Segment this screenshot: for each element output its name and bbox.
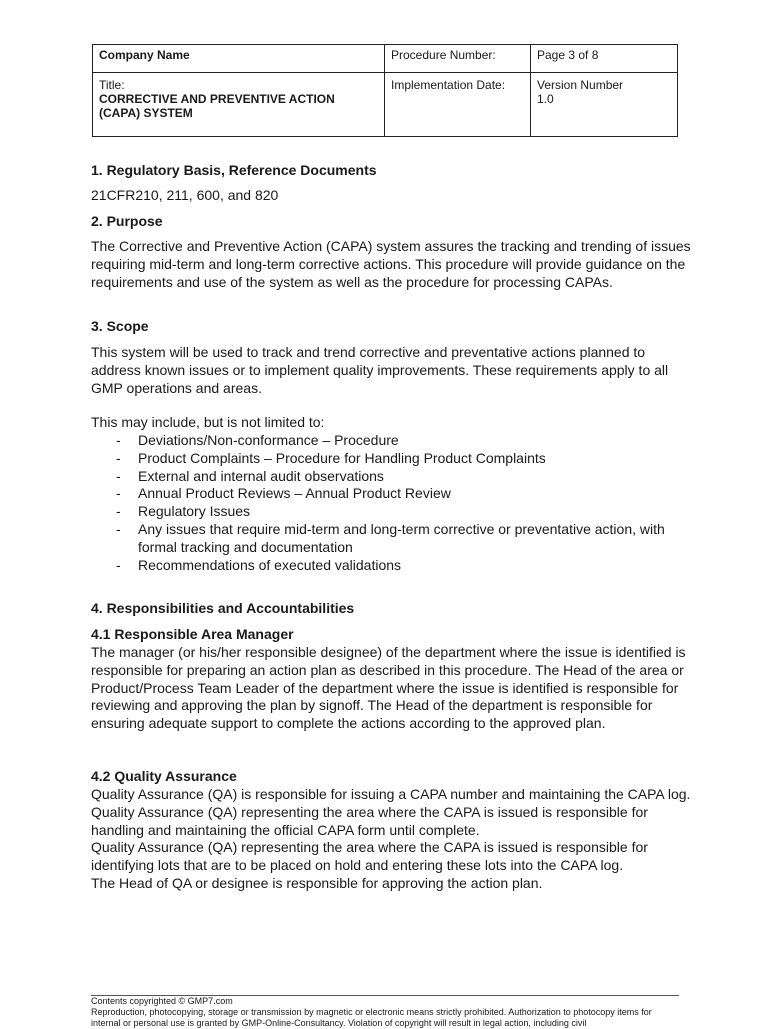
scope-list xyxy=(91,432,671,574)
section-3-heading: 3. Scope xyxy=(91,318,149,334)
version-value: 1.0 xyxy=(537,92,554,106)
section-3-text: This system will be used to track and trend corrective and preventative actions planned to address known issues or to implement quality improvements. These requirements apply to all GMP operations and areas. xyxy=(91,344,669,396)
qa-paragraph-3: Quality Assurance (QA) representing the area where the CAPA is issued is responsible for identifying lots that are to be placed on hold and entering these lots into the CAPA log. xyxy=(91,839,648,874)
implementation-date-label: Implementation Date: xyxy=(391,78,506,92)
section-4-1-text: The manager (or his/her responsible designee) of the department where the issue is identified is responsible for preparing an action plan as described in this procedure. The Head of the area or Product/Process Team Leader of the department where the issue is identified is responsible for reviewing and approving the plan by signoff. The Head of the department is responsible for ensuring adequate support to complete the actions according to the approved plan. xyxy=(91,644,686,732)
section-1-heading: 1. Regulatory Basis, Reference Documents xyxy=(91,162,377,178)
title-label: Title: xyxy=(99,78,125,92)
section-3-intro: This may include, but is not limited to: xyxy=(91,414,325,430)
list-item: - Regulatory Issues xyxy=(91,503,671,521)
qa-paragraph-2: Quality Assurance (QA) representing the area where the CAPA is issued is responsible for handling and maintaining the official CAPA form until complete. xyxy=(91,803,648,838)
section-4-heading: 4. Responsibilities and Accountabilities xyxy=(91,600,355,616)
procedure-number-label: Procedure Number: xyxy=(391,48,496,62)
page-number: Page 3 of 8 xyxy=(537,48,599,62)
qa-paragraph-1: Quality Assurance (QA) is responsible for issuing a CAPA number and maintaining the CAPA log. xyxy=(91,786,691,802)
section-4-2-body xyxy=(91,786,691,893)
list-item: - Product Complaints – Procedure for Handling Product Complaints xyxy=(91,450,671,468)
list-item: - Any issues that require mid-term and long-term corrective or preventative action, with formal tracking and documentation xyxy=(91,521,671,557)
list-item: - Deviations/Non-conformance – Procedure xyxy=(91,432,671,450)
company-name: Company Name xyxy=(99,48,190,62)
title-line-2: (CAPA) SYSTEM xyxy=(99,106,193,120)
qa-paragraph-4: The Head of QA or designee is responsible for approving the action plan. xyxy=(91,874,543,891)
footer-copyright: Contents copyrighted © GMP7.com xyxy=(91,996,233,1006)
version-block xyxy=(531,76,677,108)
section-4-1-heading: 4.1 Responsible Area Manager xyxy=(91,626,294,642)
version-label: Version Number xyxy=(537,78,624,92)
list-item: - Annual Product Reviews – Annual Product Review xyxy=(91,485,671,503)
header-table xyxy=(92,44,678,137)
footer-notice: Reproduction, photocopying, storage or transmission by magnetic or electronic means strictly prohibited. Authorization to photocopy items for internal or personal use is granted by GMP-Online-Consultancy. Violation of copyright will result in legal action, including civil xyxy=(91,1007,652,1028)
title-line-1: CORRECTIVE AND PREVENTIVE ACTION xyxy=(99,92,335,106)
section-2-text: The Corrective and Preventive Action (CAPA) system assures the tracking and trending of issues requiring mid-term and long-term corrective actions. This procedure will provide guidance on the requirements and use of the system as well as the procedure for processing CAPAs. xyxy=(91,238,691,290)
list-item: - External and internal audit observations xyxy=(91,468,671,486)
header-divider xyxy=(93,72,677,73)
section-2-heading: 2. Purpose xyxy=(91,213,163,229)
section-4-2-heading: 4.2 Quality Assurance xyxy=(91,768,237,784)
list-item: - Recommendations of executed validations xyxy=(91,557,671,575)
footer xyxy=(91,996,681,1029)
title-block xyxy=(93,76,384,122)
section-1-text: 21CFR210, 211, 600, and 820 xyxy=(91,187,279,203)
